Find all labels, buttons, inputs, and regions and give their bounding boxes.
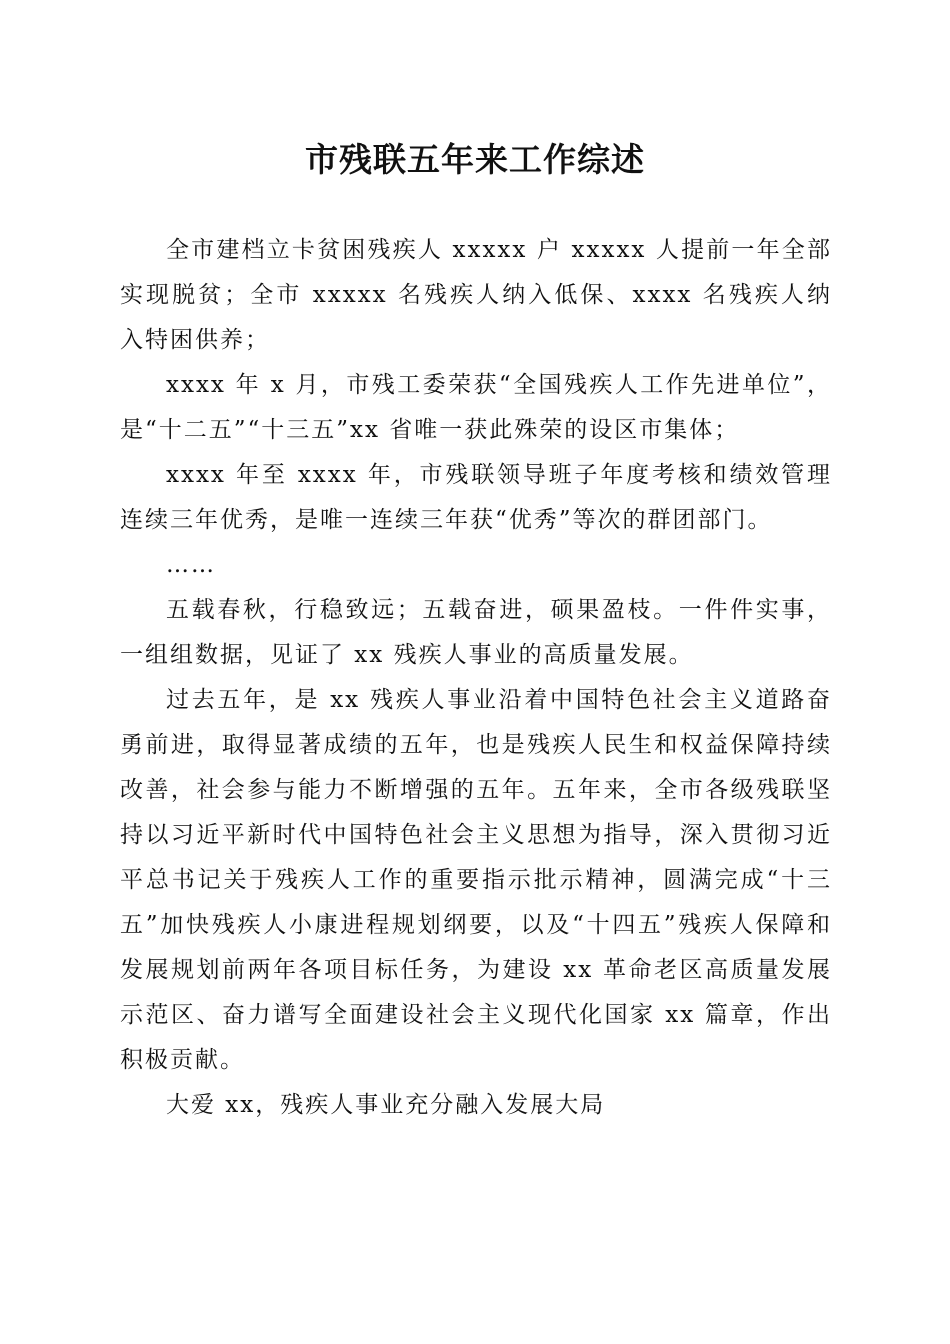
document-body [120,228,832,1128]
paragraph-assessment-excellent: xxxx 年至 xxxx 年，市残联领导班子年度考核和绩效管理连续三年优秀，是唯一连续三年获“优秀”等次的群团部门。 [120,462,832,533]
paragraph-five-years-summary: 五载春秋，行稳致远；五载奋进，硕果盈枝。一件件实事，一组组数据，见证了 xx 残疾人事业的高质量发展。 [120,597,832,668]
document-title: 市残联五年来工作综述 [305,140,645,179]
paragraph-past-five-years: 过去五年，是 xx 残疾人事业沿着中国特色社会主义道路奋勇前进，取得显著成绩的五年，也是残疾人民生和权益保障持续改善，社会参与能力不断增强的五年。五年来，全市各级残联坚持以习近平新时代中国特色社会主义思想为指导，深入贯彻习近平总书记关于残疾人工作的重要指示批示精神，圆满完成“十三五”加快残疾人小康进程规划纲要，以及“十四五”残疾人保障和发展规划前两年各项目标任务，为建设 xx 革命老区高质量发展示范区、奋力谱写全面建设社会主义现代化国家 xx 篇章，作出积极贡献。 [120,687,832,1073]
paragraph-section-heading: 大爱 xx，残疾人事业充分融入发展大局 [166,1092,606,1118]
paragraph-poverty-alleviation: 全市建档立卡贫困残疾人 xxxxx 户 xxxxx 人提前一年全部实现脱贫；全市 xxxxx 名残疾人纳入低保、xxxx 名残疾人纳入特困供养； [120,237,832,353]
paragraph-ellipsis: …… [166,552,216,578]
paragraph-national-award: xxxx 年 x 月，市残工委荣获“全国残疾人工作先进单位”，是“十二五”“十三五”xx 省唯一获此殊荣的设区市集体； [120,372,832,443]
